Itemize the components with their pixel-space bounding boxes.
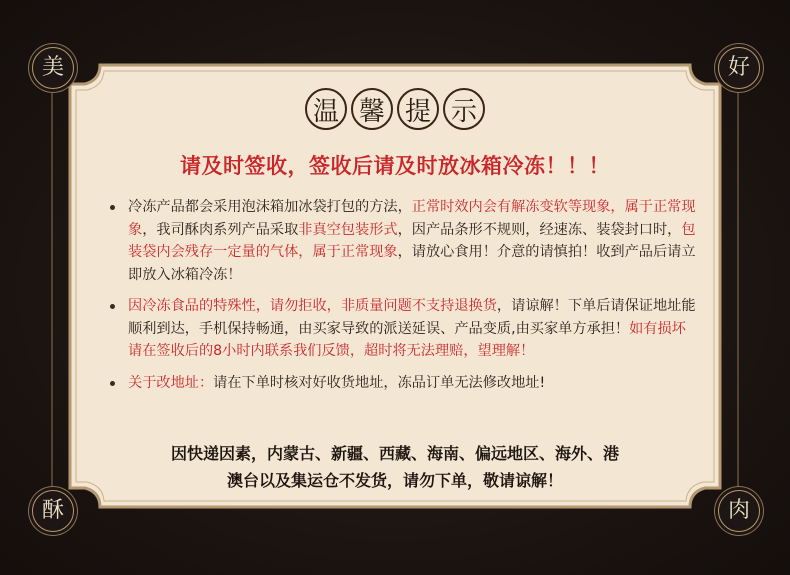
- title-char: 提: [397, 88, 439, 130]
- list-item: [108, 295, 696, 363]
- highlight-text: 关于改地址：: [128, 374, 214, 391]
- highlight-text: 包装袋内会残存一定量的气体，属于正常现象: [128, 221, 696, 260]
- corner-badge-hao: 好: [718, 47, 760, 89]
- title-char: 温: [305, 88, 347, 130]
- highlight-text: 正常时效内会有解冻变软等现象，属于正常现象: [128, 199, 696, 238]
- headline: 请及时签收，签收后请及时放冰箱冷冻！！！: [180, 154, 610, 178]
- shipping-restriction-note: [0, 440, 790, 494]
- corner-badge-su: 酥: [32, 490, 74, 532]
- body-text: 请在下单时核对好收货地址，冻品订单无法修改地址!: [213, 374, 546, 391]
- page-title: [0, 88, 790, 130]
- title-char: 馨: [351, 88, 393, 130]
- highlight-text: 如有损坏请在签收后的8小时内联系我们反馈，超时将无法理赔，望理解！: [128, 320, 686, 359]
- notice-list: [108, 196, 696, 403]
- bullet-dot-icon: [110, 205, 115, 210]
- footer-line: 澳台以及集运仓不发货，请勿下单，敬请谅解！: [226, 471, 563, 490]
- body-text: ，请放心食用！介意的请慎拍！收到产品后请立即放入冰箱冷冻！: [128, 244, 696, 283]
- body-text: ，我司酥肉系列产品采取: [142, 221, 299, 238]
- body-text: ，请谅解！下单后请保证地址能顺利到达，手机保持畅通，由买家导致的派送延误、产品变质,由买家单方承担！: [128, 298, 696, 337]
- highlight-text: 因冷冻食品的特殊性，请勿拒收，非质量问题不支持退换货: [128, 298, 497, 314]
- list-item: [108, 372, 696, 395]
- body-text: 冷冻产品都会采用泡沫箱加冰袋打包的方法，: [128, 199, 412, 215]
- title-char: 示: [443, 88, 485, 130]
- corner-badge-rou: 肉: [718, 490, 760, 532]
- footer-line: 因快递因素，内蒙古、新疆、西藏、海南、偏远地区、海外、港: [170, 444, 619, 463]
- list-item: [108, 196, 696, 286]
- corner-badge-mei: 美: [32, 47, 74, 89]
- bullet-dot-icon: [110, 304, 115, 309]
- highlight-text: 非真空包装形式: [298, 221, 398, 238]
- bullet-dot-icon: [110, 381, 115, 386]
- body-text: ，因产品条形不规则，经速冻、装袋封口时，: [397, 221, 682, 238]
